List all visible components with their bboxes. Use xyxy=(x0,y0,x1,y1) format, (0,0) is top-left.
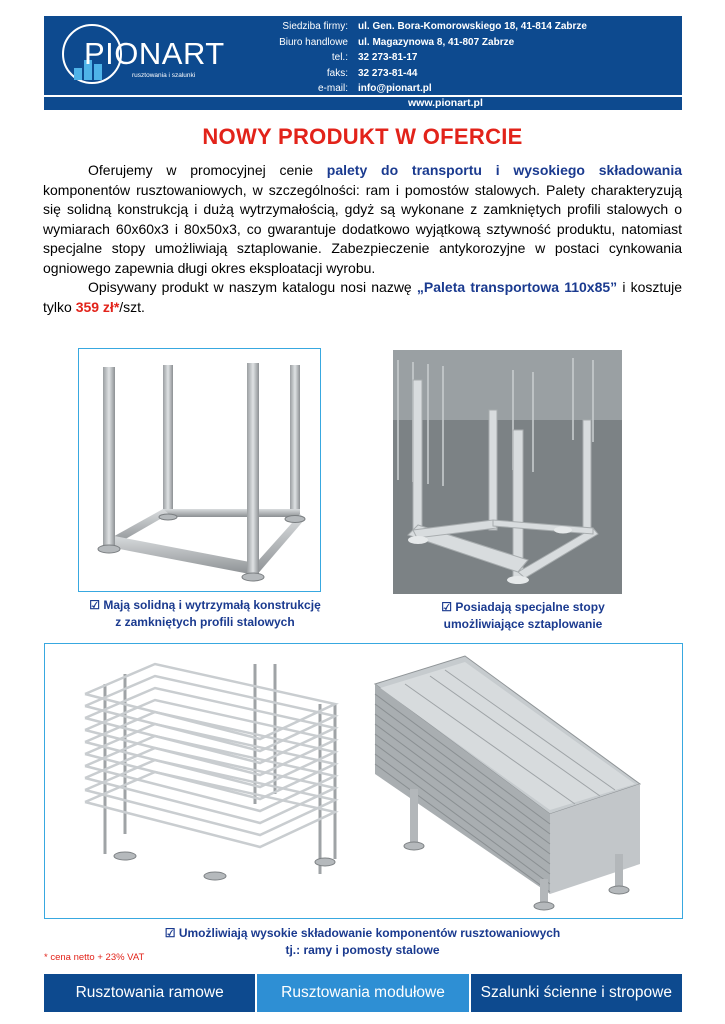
price-value: 359 zł* xyxy=(75,298,120,315)
contact-label: faks: xyxy=(326,67,348,79)
product-name: „Paleta transportowa 110x85” xyxy=(416,279,618,295)
contact-label: tel.: xyxy=(331,52,348,63)
website-link[interactable]: www.pionart.pl xyxy=(408,97,483,109)
contact-row-phone xyxy=(262,50,642,66)
contact-label: Biuro handlowe xyxy=(279,36,348,48)
page-header xyxy=(44,16,682,110)
footer-link-modular-scaffolding[interactable]: Rusztowania modułowe xyxy=(257,974,468,1012)
stacked-storage-frame xyxy=(44,643,683,919)
logo-name: PIONART xyxy=(84,36,225,71)
page-title: NOWY PRODUKT W OFERCIE xyxy=(202,124,523,149)
pallet-photo xyxy=(393,350,622,594)
vat-footnote: * cena netto + 23% VAT xyxy=(44,952,145,963)
contact-row-office xyxy=(262,35,642,51)
phone-link[interactable]: 32 273-81-17 xyxy=(358,52,418,63)
company-logo[interactable] xyxy=(62,24,225,92)
footer-link-frame-scaffolding[interactable]: Rusztowania ramowe xyxy=(75,984,224,1001)
pallet-photo-image xyxy=(393,350,622,594)
contact-row-address xyxy=(262,19,642,35)
caption-construction: ☑ Mają solidną i wytrzymałą konstrukcję z zamkniętych profili stalowych xyxy=(89,598,321,629)
contact-label: e-mail: xyxy=(317,83,348,94)
email-link[interactable]: info@pionart.pl xyxy=(358,83,432,94)
contact-value: 32 273-81-44 xyxy=(358,67,418,79)
contact-block xyxy=(262,19,642,97)
contact-value: ul. Gen. Bora-Komorowskiego 18, 41-814 Zabrze xyxy=(358,21,587,32)
footer-nav xyxy=(44,974,682,1012)
caption-high-storage: ☑ Umożliwiają wysokie składowanie komponentów rusztowaniowych tj.: ramy i pomosty stalowe xyxy=(164,926,561,957)
contact-value: ul. Magazynowa 8, 41-807 Zabrze xyxy=(358,36,515,48)
logo-tagline: rusztowania i szalunki xyxy=(132,72,196,79)
paragraph-intro: Oferujemy w promocyjnej cenie palety do transportu i wysokiego składowania komponentów rusztowaniowych, w szczególności: ram i pomostów stalowych. Palety charakteryzują się solidną konstrukcją i dużą wytrzymałością, gdyż są wykonane z zamkniętych profili stalowych o wymiarach 60x60x3 i 80x50x3, co gwarantuje dodatkowo wyjątkową sztywność produktu, natomiast specjalne stopy umożliwiają sztaplowanie. Zabezpieczenie antykorozyjne w postaci cynkowania ogniowego zapewnia długi okres eksploatacji wyrobu. xyxy=(43,162,682,276)
description-text xyxy=(43,161,682,317)
header-divider xyxy=(44,95,682,97)
footer-link-formwork[interactable]: Szalunki ścienne i stropowe xyxy=(480,984,672,1001)
pallet-render-image xyxy=(79,349,320,591)
paragraph-price: Opisywany produkt w naszym katalogu nosi nazwę „Paleta transportowa 110x85” i kosztuje tylko 359 zł*/szt. xyxy=(43,279,682,315)
contact-label: Siedziba firmy: xyxy=(282,21,348,32)
caption-feet: ☑ Posiadają specjalne stopy umożliwiające sztaplowanie xyxy=(441,600,605,631)
highlight-product-type: palety do transportu i wysokiego składowania xyxy=(326,162,682,178)
contact-row-fax xyxy=(262,66,642,82)
stacked-storage-image xyxy=(45,644,682,918)
pallet-render-frame xyxy=(78,348,321,592)
